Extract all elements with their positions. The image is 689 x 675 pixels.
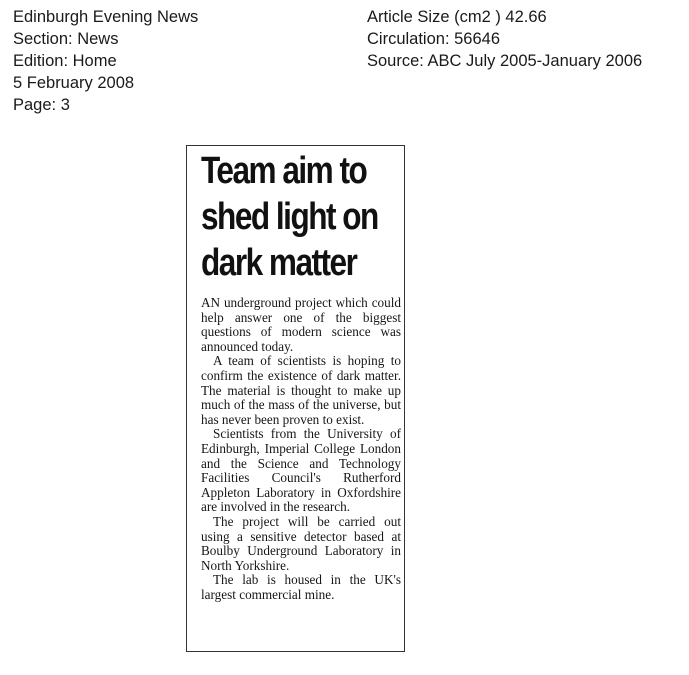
article-paragraph: Scientists from the University of Edinburgh, Imperial College London and the Science and Technology Facilities Council's Rutherford Appleton Laboratory in Oxfordshire are involved in the research. bbox=[201, 426, 401, 515]
article-paragraph: The lab is housed in the UK's largest commercial mine. bbox=[201, 572, 401, 602]
headline-line: Team aim to bbox=[201, 150, 367, 192]
article-body bbox=[201, 296, 401, 602]
publication-name: Edinburgh Evening News bbox=[13, 8, 199, 26]
clipping-metadata-left bbox=[13, 6, 198, 116]
clipping-metadata-right bbox=[367, 6, 642, 72]
article-paragraph: AN underground project which could help answer one of the biggest questions of modern science was announced today. bbox=[201, 295, 401, 354]
section-label: Section: News bbox=[13, 30, 119, 48]
article-paragraph: The project will be carried out using a sensitive detector based at Boulby Underground Laboratory in North Yorkshire. bbox=[201, 513, 401, 573]
headline-line: shed light on bbox=[201, 196, 378, 238]
article-paragraph: A team of scientists is hoping to confirm the existence of dark matter. The material is thought to make up much of the mass of the universe, but has never been proven to exist. bbox=[201, 353, 401, 427]
article-size: Article Size (cm2 ) 42.66 bbox=[367, 8, 547, 26]
newspaper-clipping bbox=[186, 145, 405, 652]
edition-label: Edition: Home bbox=[13, 52, 117, 70]
circulation-source: Source: ABC July 2005-January 2006 bbox=[367, 52, 643, 70]
publication-date: 5 February 2008 bbox=[13, 74, 135, 92]
headline-line: dark matter bbox=[201, 242, 357, 284]
article-headline bbox=[201, 148, 378, 286]
circulation: Circulation: 56646 bbox=[367, 30, 500, 48]
page-number: Page: 3 bbox=[13, 96, 70, 114]
